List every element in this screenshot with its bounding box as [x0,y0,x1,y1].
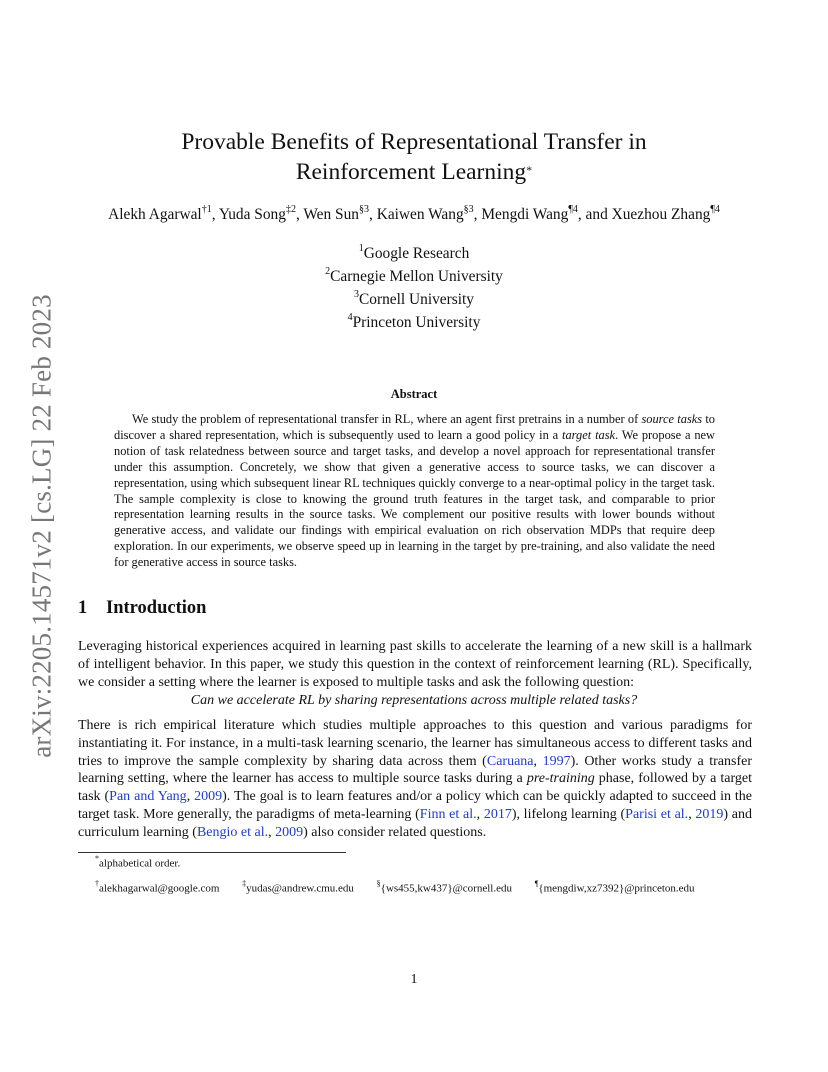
citation-link[interactable]: Bengio et al. [196,824,269,840]
author-email[interactable]: §{ws455,kw437}@cornell.edu [376,879,512,895]
author-mark: §3 [463,204,474,215]
author-name: Wen Sun [303,206,359,224]
footnote-emails [95,880,695,895]
author-email[interactable]: ‡yudas@andrew.cmu.edu [242,879,354,895]
section-heading [78,598,206,619]
intro-paragraph-2: There is rich empirical literature which studies multiple approaches to this question and various paradigms for instantiating it. For instance, in a multi-task learning scenario, the learner has simultaneous access to different tasks and tries to improve the sample complexity by sharing data across them (Caruana, 1997). Other works study a transfer learning setting, where the learner has access to multiple source tasks during a pre-training phase, followed by a target task (Pan and Yang, 2009). The goal is to learn features and/or a policy which can be quickly adapted to succeed in the target task. More generally, the paradigms of meta-learning (Finn et al., 2017), lifelong learning (Parisi et al., 2019) and curriculum learning (Bengio et al., 2009) also consider related questions. [78,718,753,840]
affiliation: $^4$Princeton University [347,312,481,332]
title-line-2: Reinforcement Learning* [295,159,533,185]
affiliation-list [0,240,828,333]
citation-link[interactable]: Pan and Yang [109,789,187,805]
author-name: Xuezhou Zhang [611,206,711,224]
title-footnote-mark: * [526,163,533,177]
author-email[interactable]: ¶{mengdiw,xz7392}@princeton.edu [534,879,695,895]
author-mark: §3 [359,204,369,215]
citation-link[interactable]: 2017 [483,806,512,822]
citation-link[interactable]: Finn et al. [419,806,477,822]
affiliation: $^1$Google Research [358,243,470,263]
abstract-heading: Abstract [390,387,438,401]
author-name: Kaiwen Wang [376,206,464,224]
citation-link[interactable]: 2009 [275,824,304,840]
author-name: Mengdi Wang [481,206,569,224]
author-mark: †1 [201,204,212,215]
section-number: 1 [78,598,88,618]
arxiv-identifier: arXiv:2205.14571v2 [cs.LG] 22 Feb 2023 [26,294,57,758]
section-title: Introduction [106,598,207,618]
author-email[interactable]: †alekhagarwal@google.com [95,879,220,895]
author-name: Yuda Song [218,206,286,224]
citation-link[interactable]: Parisi et al. [625,806,689,822]
paper-title [0,127,828,187]
affiliation: $^3$Cornell University [354,289,474,309]
page-number: 1 [410,972,418,987]
title-line-1: Provable Benefits of Representational Transfer in [181,129,647,155]
abstract-body: We study the problem of representational transfer in RL, where an agent first pretrains in a number of source tasks to discover a shared representation, which is subsequently used to learn a good policy in a target task. We propose a new notion of task relatedness between source and target tasks, and develop a novel approach for representational transfer under this assumption. Concretely, we show that given a generative access to source tasks, we can discover a representation, using which subsequent linear RL techniques quickly converge to a near-optimal policy in the target task. The sample complexity is close to knowing the ground truth features in the target task, and comparable to prior representation learning results in the source tasks. We complement our positive results with lower bounds without generative access, and validate our findings with empirical evaluation on rich observation MDPs that require deep exploration. In our experiments, we observe speed up in learning in the target by pre-training, and also validate the need for generative access in source tasks. [114,412,715,570]
citation-link[interactable]: Caruana [486,753,534,769]
citation-link[interactable]: 2009 [194,789,223,805]
citation-link[interactable]: 2019 [695,806,724,822]
author-mark: ¶4 [710,204,720,215]
author-list: Alekh Agarwal$^{\dagger 1}$, Yuda Song$^{\ddagger 2}$, Wen Sun$^{\S 3}$, Kaiwen Wang$^{\S 3}$, Mengdi Wang$^{\P 4}$, and Xuezhou Zhang$^{\P 4}$ [108,204,720,224]
affiliation: $^2$Carnegie Mellon University [325,266,503,286]
footnote-rule [78,852,346,853]
citation-link[interactable]: 1997 [542,753,571,769]
research-question: Can we accelerate RL by sharing representations across multiple related tasks? [190,693,638,708]
intro-paragraph-1: Leveraging historical experiences acquired in learning past skills to accelerate the learning of a new skill is a hallmark of intelligent behavior. In this paper, we study this question in the context of reinforcement learning (RL). Specifically, we consider a setting where the learner is exposed to multiple tasks and ask the following question: [78,639,752,690]
footnote-alphabetical: *alphabetical order. [95,854,181,870]
author-mark: ‡2 [285,204,296,215]
author-mark: ¶4 [568,204,578,215]
author-name: Alekh Agarwal [108,206,202,224]
